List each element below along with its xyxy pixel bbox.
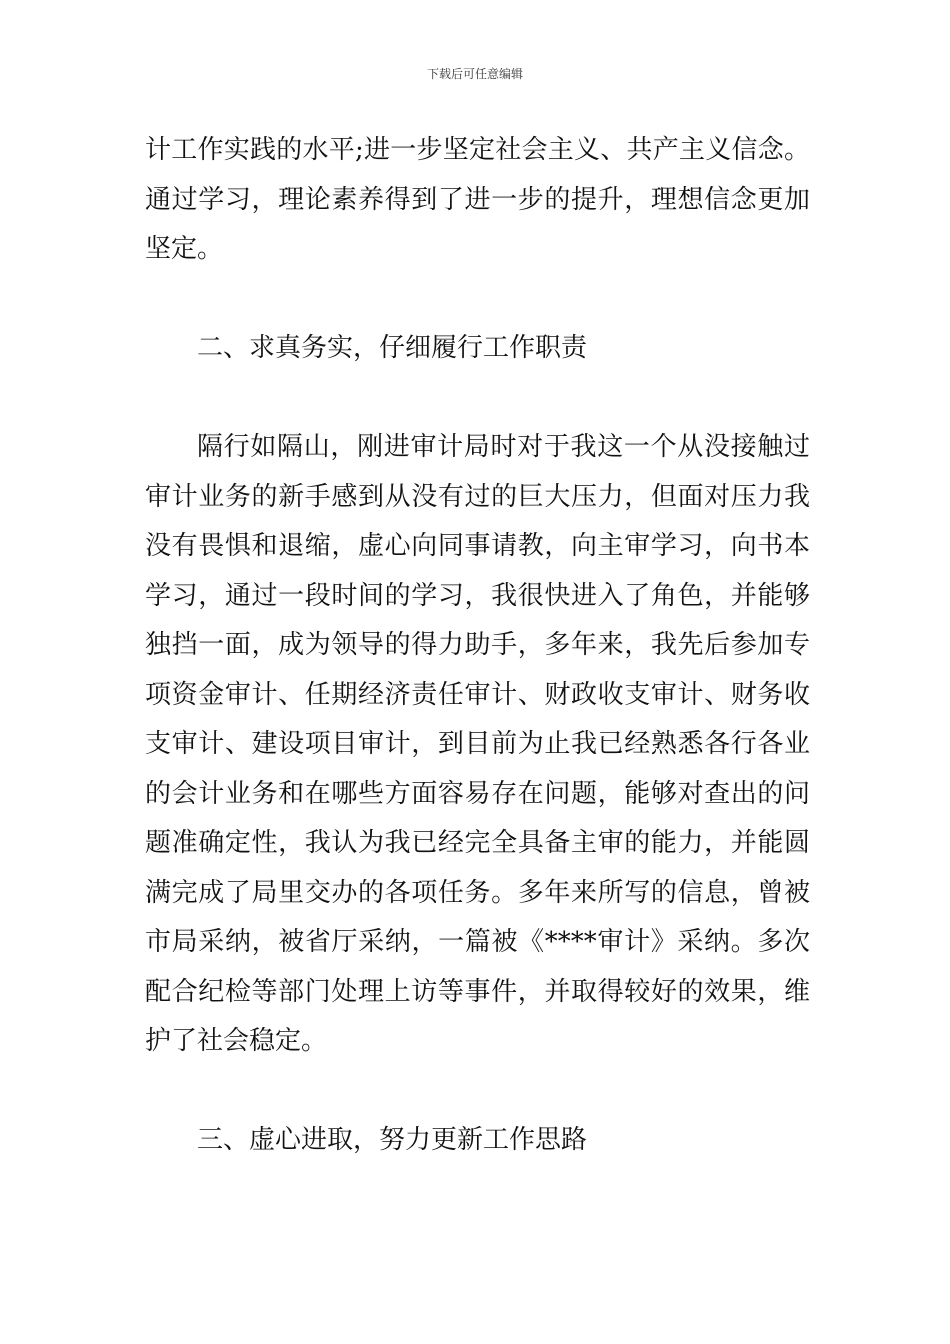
paragraph-continuation: 计工作实践的水平;进一步坚定社会主义、共产主义信念。通过学习，理论素养得到了进一步的提升，理想信念更加坚定。	[145, 135, 810, 264]
section-heading-2: 二、求真务实，仔细履行工作职责	[197, 333, 588, 363]
page-header-note: 下载后可任意编辑	[426, 67, 523, 81]
section-heading-3: 三、虚心进取，努力更新工作思路	[197, 1125, 588, 1155]
paragraph-section-2: 隔行如隔山，刚进审计局时对于我这一个从没接触过审计业务的新手感到从没有过的巨大压力，但面对压力我没有畏惧和退缩，虚心向同事请教，向主审学习，向书本学习，通过一段时间的学习，我很快进入了角色，并能够独挡一面，成为领导的得力助手，多年来，我先后参加专项资金审计、任期经济责任审计、财政收支审计、财务收支审计、建设项目审计，到目前为止我已经熟悉各行各业的会计业务和在哪些方面容易存在问题，能够对查出的问题准确定性，我认为我已经完全具备主审的能力，并能圆满完成了局里交办的各项任务。多年来所写的信息，曾被市局采纳，被省厅采纳，一篇被《****审计》采纳。多次配合纪检等部门处理上访等事件，并取得较好的效果，维护了社会稳定。	[145, 432, 810, 1056]
document-body	[145, 126, 810, 1166]
